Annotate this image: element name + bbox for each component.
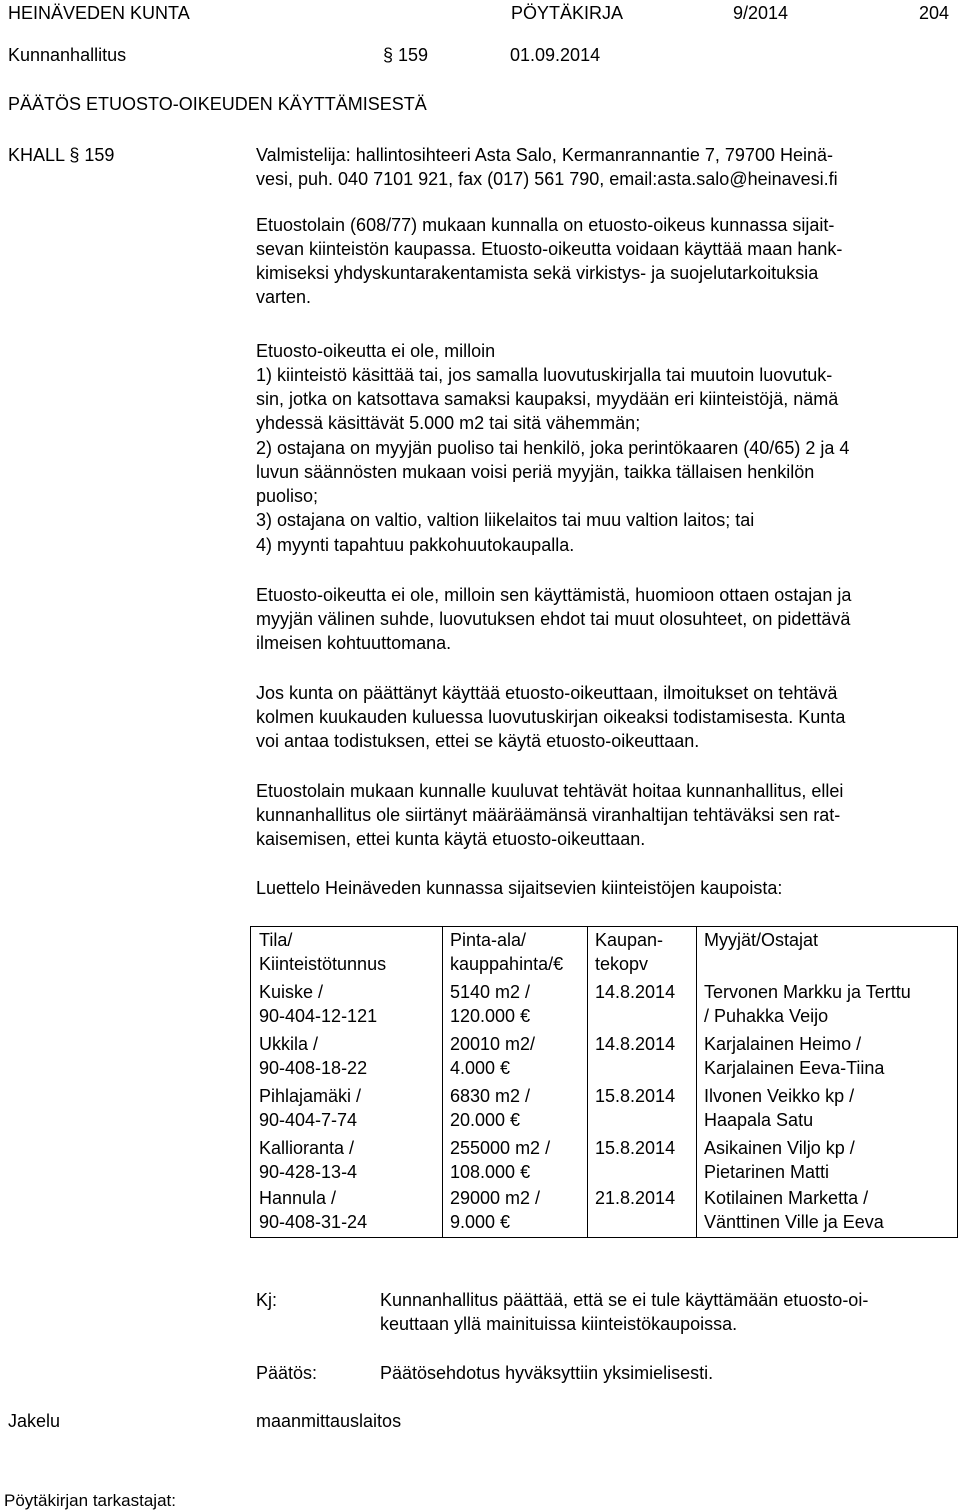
cell-line: Asikainen Viljo kp / bbox=[704, 1138, 855, 1158]
table-border-right bbox=[957, 926, 958, 1237]
text-line: 1) kiinteistö käsittää tai, jos samalla luovutuskirjalla tai muutoin luovutuk- bbox=[256, 365, 833, 385]
table-cell-property bbox=[259, 980, 377, 1028]
proposal-label: Kj: bbox=[256, 1290, 278, 1310]
cell-line: / Puhakka Veijo bbox=[704, 1006, 829, 1026]
cell-line: Pinta-ala/ bbox=[450, 930, 527, 950]
doc-number: 9/2014 bbox=[733, 3, 789, 23]
cell-line: Haapala Satu bbox=[704, 1110, 814, 1130]
proposal-line: keuttaan yllä mainituissa kiinteistökaupoissa. bbox=[380, 1314, 738, 1334]
section-ref: KHALL § 159 bbox=[8, 145, 115, 165]
text-line: Luettelo Heinäveden kunnassa sijaitsevien kiinteistöjen kaupoista: bbox=[256, 878, 783, 898]
document-title: PÄÄTÖS ETUOSTO-OIKEUDEN KÄYTTÄMISESTÄ bbox=[8, 94, 427, 114]
text-line: 4) myynti tapahtuu pakkohuutokaupalla. bbox=[256, 535, 575, 555]
cell-line: 9.000 € bbox=[450, 1212, 511, 1232]
text-line: Etuosto-oikeutta ei ole, milloin sen käyttämistä, huomioon ottaen ostajan ja bbox=[256, 585, 852, 605]
distribution-recipient: maanmittauslaitos bbox=[256, 1411, 402, 1431]
cell-line: Hannula / bbox=[259, 1188, 337, 1208]
page-number: 204 bbox=[919, 3, 950, 23]
text-line: Jos kunta on päättänyt käyttää etuosto-oikeuttaan, ilmoitukset on tehtävä bbox=[256, 683, 838, 703]
cell-line: 15.8.2014 bbox=[595, 1138, 676, 1158]
body-name: Kunnanhallitus bbox=[8, 45, 127, 65]
text-line: sevan kiinteistön kaupassa. Etuosto-oikeutta voidaan käyttää maan hank- bbox=[256, 239, 843, 259]
cell-line: Vänttinen Ville ja Eeva bbox=[704, 1212, 884, 1232]
table-border-left bbox=[250, 926, 251, 1237]
text-line: kolmen kuukauden kuluessa luovutuskirjan oikeaksi todistamisesta. Kunta bbox=[256, 707, 846, 727]
table-cell-date bbox=[595, 1084, 675, 1108]
table-cell-area-price bbox=[450, 1084, 530, 1132]
table-cell-area-price bbox=[450, 1136, 550, 1184]
table-cell-date bbox=[595, 1032, 675, 1056]
org-name: HEINÄVEDEN KUNTA bbox=[8, 3, 190, 23]
table-header-cell bbox=[595, 928, 663, 976]
table-column-divider bbox=[442, 926, 443, 1237]
table-column-divider bbox=[587, 926, 588, 1237]
cell-line: 5140 m2 / bbox=[450, 982, 531, 1002]
text-line: kimiseksi yhdyskuntarakentamista sekä virkistys- ja suojelutarkoituksia bbox=[256, 263, 819, 283]
text-line: Etuosto-oikeutta ei ole, milloin bbox=[256, 341, 496, 361]
cell-line: Myyjät/Ostajat bbox=[704, 930, 819, 950]
cell-line: Ukkila / bbox=[259, 1034, 319, 1054]
cell-line: Kiinteistötunnus bbox=[259, 954, 387, 974]
text-line: luvun säännösten mukaan voisi periä myyjän, taikka tällaisen henkilön bbox=[256, 462, 815, 482]
cell-line: 20010 m2/ bbox=[450, 1034, 536, 1054]
text-line: kunnanhallitus ole siirtänyt määräämänsä viranhaltijan tehtäväksi sen rat- bbox=[256, 805, 841, 825]
cell-line: 29000 m2 / bbox=[450, 1188, 541, 1208]
table-header-cell bbox=[450, 928, 563, 976]
text-line: ilmeisen kohtuuttomana. bbox=[256, 633, 452, 653]
table-border-bottom bbox=[250, 1237, 958, 1238]
cell-line: Ilvonen Veikko kp / bbox=[704, 1086, 855, 1106]
text-line: vesi, puh. 040 7101 921, fax (017) 561 790, email:asta.salo@heinavesi.fi bbox=[256, 169, 838, 189]
cell-line: Kallioranta / bbox=[259, 1138, 355, 1158]
cell-line: 21.8.2014 bbox=[595, 1188, 676, 1208]
table-cell-property bbox=[259, 1136, 357, 1184]
cell-line: Tila/ bbox=[259, 930, 293, 950]
decision-text: Päätösehdotus hyväksyttiin yksimielisesti. bbox=[380, 1363, 714, 1383]
cell-line: 90-408-31-24 bbox=[259, 1212, 368, 1232]
table-cell-property bbox=[259, 1032, 367, 1080]
text-line: puoliso; bbox=[256, 486, 319, 506]
table-cell-parties bbox=[704, 1084, 854, 1132]
table-header-cell bbox=[704, 928, 818, 952]
table-cell-date bbox=[595, 1186, 675, 1210]
cell-line: 6830 m2 / bbox=[450, 1086, 531, 1106]
table-cell-parties bbox=[704, 1032, 884, 1080]
cell-line: Kotilainen Marketta / bbox=[704, 1188, 869, 1208]
cell-line: 120.000 € bbox=[450, 1006, 531, 1026]
text-line: 2) ostajana on myyjän puoliso tai henkilö, joka perintökaaren (40/65) 2 ja 4 bbox=[256, 438, 850, 458]
cell-line: 15.8.2014 bbox=[595, 1086, 676, 1106]
table-cell-date bbox=[595, 1136, 675, 1160]
cell-line: Kuiske / bbox=[259, 982, 324, 1002]
cell-line: Tervonen Markku ja Terttu bbox=[704, 982, 911, 1002]
table-cell-parties bbox=[704, 980, 911, 1028]
distribution-label: Jakelu bbox=[8, 1411, 61, 1431]
cell-line: 255000 m2 / bbox=[450, 1138, 551, 1158]
table-cell-property bbox=[259, 1186, 367, 1234]
doc-type: PÖYTÄKIRJA bbox=[511, 3, 624, 23]
cell-line: Karjalainen Eeva-Tiina bbox=[704, 1058, 885, 1078]
table-cell-parties bbox=[704, 1186, 884, 1234]
cell-line: Pihlajamäki / bbox=[259, 1086, 362, 1106]
cell-line: 4.000 € bbox=[450, 1058, 511, 1078]
section-number: § 159 bbox=[383, 45, 429, 65]
table-header-cell bbox=[259, 928, 386, 976]
table-cell-parties bbox=[704, 1136, 855, 1184]
text-line: voi antaa todistuksen, ettei se käytä etuosto-oikeuttaan. bbox=[256, 731, 700, 751]
cell-line: 90-428-13-4 bbox=[259, 1162, 358, 1182]
text-line: kaisemisen, ettei kunta käytä etuosto-oikeuttaan. bbox=[256, 829, 646, 849]
table-cell-date bbox=[595, 980, 675, 1004]
table-column-divider bbox=[696, 926, 697, 1237]
cell-line: 14.8.2014 bbox=[595, 1034, 676, 1054]
cell-line: 14.8.2014 bbox=[595, 982, 676, 1002]
text-line: myyjän välinen suhde, luovutuksen ehdot tai muut olosuhteet, on pidettävä bbox=[256, 609, 851, 629]
minutes-checkers-label: Pöytäkirjan tarkastajat: bbox=[4, 1491, 176, 1510]
text-line: varten. bbox=[256, 287, 312, 307]
text-line: 3) ostajana on valtio, valtion liikelaitos tai muu valtion laitos; tai bbox=[256, 510, 755, 530]
cell-line: kauppahinta/€ bbox=[450, 954, 564, 974]
cell-line: tekopv bbox=[595, 954, 649, 974]
text-line: Etuostolain (608/77) mukaan kunnalla on etuosto-oikeus kunnassa sijait- bbox=[256, 215, 835, 235]
table-cell-area-price bbox=[450, 1032, 535, 1080]
table-cell-area-price bbox=[450, 1186, 540, 1234]
text-line: yhdessä käsittävät 5.000 m2 tai sitä vähemmän; bbox=[256, 413, 641, 433]
table-border-top bbox=[250, 926, 958, 927]
cell-line: 90-408-18-22 bbox=[259, 1058, 368, 1078]
cell-line: 90-404-12-121 bbox=[259, 1006, 378, 1026]
cell-line: Pietarinen Matti bbox=[704, 1162, 830, 1182]
cell-line: Kaupan- bbox=[595, 930, 664, 950]
proposal-line: Kunnanhallitus päättää, että se ei tule käyttämään etuosto-oi- bbox=[380, 1290, 869, 1310]
decision-label: Päätös: bbox=[256, 1363, 318, 1383]
cell-line: Karjalainen Heimo / bbox=[704, 1034, 862, 1054]
table-cell-property bbox=[259, 1084, 361, 1132]
cell-line: 90-404-7-74 bbox=[259, 1110, 358, 1130]
cell-line: 20.000 € bbox=[450, 1110, 521, 1130]
text-line: sin, jotka on katsottava samaksi kaupaksi, myydään eri kiinteistöjä, nämä bbox=[256, 389, 839, 409]
meeting-date: 01.09.2014 bbox=[510, 45, 601, 65]
table-cell-area-price bbox=[450, 980, 530, 1028]
cell-line: 108.000 € bbox=[450, 1162, 531, 1182]
text-line: Etuostolain mukaan kunnalle kuuluvat tehtävät hoitaa kunnanhallitus, ellei bbox=[256, 781, 844, 801]
text-line: Valmistelija: hallintosihteeri Asta Salo, Kermanrannantie 7, 79700 Heinä- bbox=[256, 145, 833, 165]
